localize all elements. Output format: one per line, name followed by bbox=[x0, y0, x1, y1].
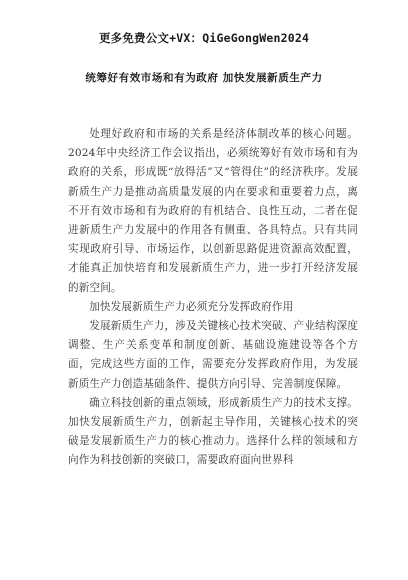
paragraph-tech-innovation: 确立科技创新的重点领域，形成新质生产力的技术支撑。加快发展新质生产力，创新起主导作用，关键核心技术的突破是发展新质生产力的核心推动力。选择什么样的领域和方向作为科技创新的突破口，需要政府面向世界科 bbox=[68, 396, 358, 467]
paragraph-intro: 处理好政府和市场的关系是经济体制改革的核心问题。2024年中央经济工作会议指出，必须统筹好有效市场和有为政府的关系，形成既“放得活”又“管得住”的经济秩序。发展新质生产力是推动高质量发展的内在要求和重要着力点，离不开有效市场和有为政府的有机结合、良性互动，二者在促进新质生产力发展中的作用各有侧重、各具特点。只有共同实现政府引导、市场运作，以创新思路促进资源高效配置，才能真正加快培育和发展新质生产力，进一步打开经济发展的新空间。 bbox=[68, 128, 358, 294]
paragraph-government-role: 发展新质生产力，涉及关键核心技术突破、产业结构深度调整、生产关系变革和制度创新、基础设施建设等各个方面，完成这些方面的工作，需要充分发挥政府作用，为发展新质生产力创造基础条件、提供方向引导、完善制度保障。 bbox=[68, 320, 358, 390]
section-heading: 加快发展新质生产力必须充分发挥政府作用 bbox=[89, 300, 294, 313]
document-title: 统筹好有效市场和有为政府 加快发展新质生产力 bbox=[85, 72, 323, 84]
document-body bbox=[68, 125, 358, 471]
promo-header: 更多免费公文+VX：QiGeGongWen2024 bbox=[98, 31, 310, 45]
